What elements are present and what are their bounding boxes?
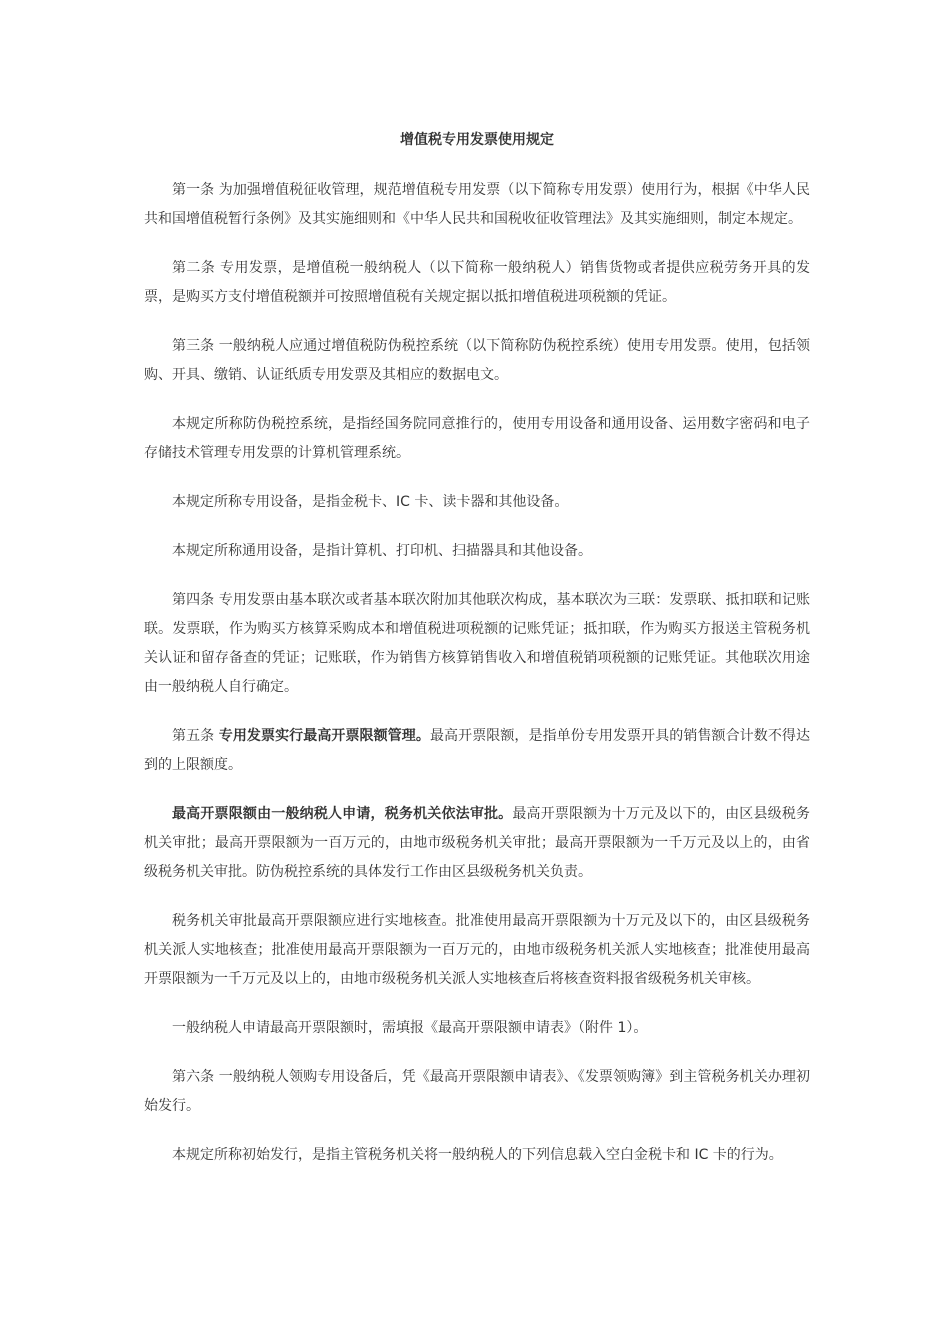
paragraph-text: 第六条 一般纳税人领购专用设备后，凭《最高开票限额申请表》、《发票领购簿》到主管税务机关办理初始发行。 xyxy=(144,1069,810,1114)
paragraph xyxy=(144,537,810,566)
paragraph-text: 最高开票限额为十万元及以下的，由区县级税务机关审批；最高开票限额为一百万元的，由地市级税务机关审批；最高开票限额为一千万元及以上的，由省级税务机关审批。防伪税控系统的具体发行工作由区县级税务机关负责。 xyxy=(144,806,811,880)
paragraph-text: 第四条 专用发票由基本联次或者基本联次附加其他联次构成，基本联次为三联：发票联、抵扣联和记账联。发票联，作为购买方核算采购成本和增值税进项税额的记账凭证；抵扣联，作为购买方报送主管税务机关认证和留存备查的凭证；记账联，作为销售方核算销售收入和增值税销项税额的记账凭证。其他联次用途由一般纳税人自行确定。 xyxy=(144,592,810,695)
paragraph-text: 第三条 一般纳税人应通过增值税防伪税控系统（以下简称防伪税控系统）使用专用发票。使用，包括领购、开具、缴销、认证纸质专用发票及其相应的数据电文。 xyxy=(144,338,810,383)
document-body xyxy=(144,176,810,1170)
paragraph-bold-text: 最高开票限额由一般纳税人申请，税务机关依法审批。 xyxy=(172,806,513,822)
paragraph xyxy=(144,254,810,312)
paragraph xyxy=(144,907,810,994)
paragraph-text: 税务机关审批最高开票限额应进行实地核查。批准使用最高开票限额为十万元及以下的，由区县级税务机关派人实地核查；批准使用最高开票限额为一百万元的，由地市级税务机关派人实地核查；批准使用最高开票限额为一千万元及以上的，由地市级税务机关派人实地核查后将核查资料报省级税务机关审核。 xyxy=(144,913,810,987)
paragraph xyxy=(144,488,810,517)
paragraph xyxy=(144,1063,810,1121)
paragraph-text: 一般纳税人申请最高开票限额时，需填报《最高开票限额申请表》（附件 1）。 xyxy=(172,1020,648,1036)
paragraph-text: 本规定所称初始发行，是指主管税务机关将一般纳税人的下列信息载入空白金税卡和 IC 卡的行为。 xyxy=(172,1147,783,1163)
paragraph xyxy=(144,800,810,887)
paragraph xyxy=(144,586,810,702)
paragraph xyxy=(144,176,810,234)
paragraph xyxy=(144,722,810,780)
paragraph-text: 最高开票限额，是指单份专用发票开具的销售额合计数不得达到的上限额度。 xyxy=(144,728,811,773)
paragraph xyxy=(144,332,810,390)
paragraph-text: 本规定所称通用设备，是指计算机、打印机、扫描器具和其他设备。 xyxy=(172,543,592,559)
paragraph-text: 本规定所称防伪税控系统，是指经国务院同意推行的，使用专用设备和通用设备、运用数字密码和电子存储技术管理专用发票的计算机管理系统。 xyxy=(144,416,810,461)
paragraph xyxy=(144,410,810,468)
paragraph-text: 本规定所称专用设备，是指金税卡、IC 卡、读卡器和其他设备。 xyxy=(172,494,569,510)
paragraph-text: 第一条 为加强增值税征收管理，规范增值税专用发票（以下简称专用发票）使用行为，根据《中华人民共和国增值税暂行条例》及其实施细则和《中华人民共和国税收征收管理法》及其实施细则，制定本规定。 xyxy=(144,182,810,227)
paragraph-bold-text: 专用发票实行最高开票限额管理。 xyxy=(218,728,430,744)
paragraph-text: 第二条 专用发票，是增值税一般纳税人（以下简称一般纳税人）销售货物或者提供应税劳务开具的发票，是购买方支付增值税额并可按照增值税有关规定据以抵扣增值税进项税额的凭证。 xyxy=(144,260,810,305)
paragraph xyxy=(144,1014,810,1043)
document-page xyxy=(144,122,810,1190)
document-title: 增值税专用发票使用规定 xyxy=(400,132,554,148)
paragraph xyxy=(144,1141,810,1170)
paragraph-text: 第五条 xyxy=(172,728,219,744)
